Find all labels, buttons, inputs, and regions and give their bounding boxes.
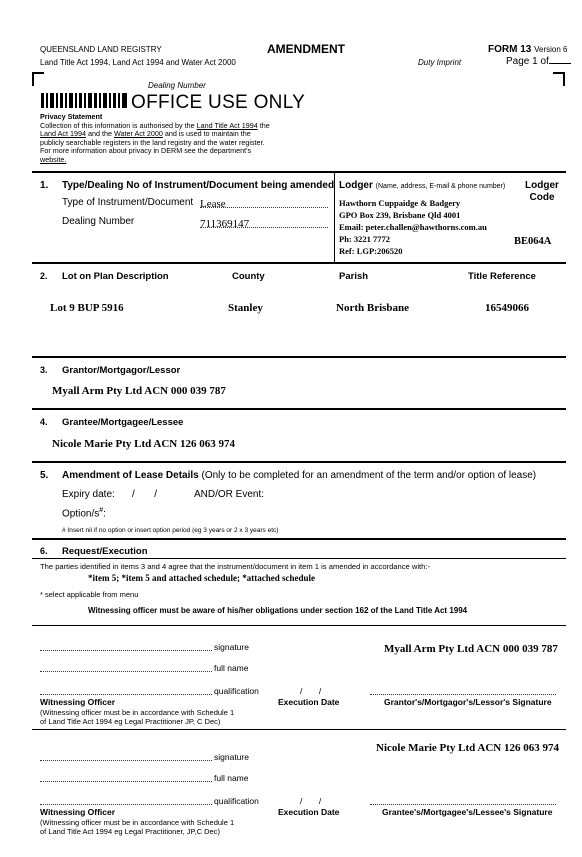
execution-date-label: Execution Date (278, 807, 340, 817)
lodger-subtitle: (Name, address, E-mail & phone number) (375, 183, 506, 190)
lodger-title: Lodger (339, 180, 373, 191)
divider (32, 262, 566, 264)
privacy-text: publicly searchable registers in the land registry and the water register. (40, 137, 265, 147)
witness-heading: Witnessing Officer (40, 807, 116, 817)
expiry-date-field[interactable]: / / (132, 489, 158, 500)
witness-note-line: (Witnessing officer must be in accordance with Schedule 1 (40, 818, 235, 827)
grantee-signature-label: Grantee's/Mortgagee's/Lessee's Signature (382, 807, 553, 817)
full-name-line[interactable] (40, 781, 212, 782)
signature-label: signature (214, 642, 249, 652)
option-footnote: # Insert nil if no option or insert option period (eg 3 years or 2 x 3 years etc) (62, 527, 279, 534)
county-heading: County (232, 271, 265, 282)
grantor-signature-line[interactable] (370, 694, 556, 695)
lodger-phone: Ph: 3221 7772 (339, 234, 390, 244)
registry-name: QUEENSLAND LAND REGISTRY (40, 45, 162, 54)
select-note: * select applicable from menu (40, 590, 139, 599)
parish-heading: Parish (339, 271, 369, 282)
privacy-link-website[interactable]: website. (40, 154, 67, 164)
grantor-value: Myall Arm Pty Ltd ACN 000 039 787 (52, 385, 226, 397)
privacy-statement (40, 113, 300, 165)
parish-value: North Brisbane (336, 302, 410, 314)
dealing-number-field-label: Dealing Number (62, 216, 135, 227)
witness-heading: Witnessing Officer (40, 697, 116, 707)
option-footnote-mark: # (99, 507, 104, 514)
section5-heading-line (62, 470, 536, 481)
witness-warning: Witnessing officer must be aware of his/her obligations under section 162 of the Land Title Act 1994 (88, 606, 468, 615)
acts-line: Land Title Act 1994, Land Act 1994 and Water Act 2000 (40, 58, 236, 67)
witness-note-line: (Witnessing officer must be in accordance with Schedule 1 (40, 708, 235, 717)
form-version: Version 6 (534, 45, 568, 54)
lot-value: Lot 9 BUP 5916 (50, 302, 124, 314)
execution-date-label: Execution Date (278, 697, 340, 707)
privacy-text: For more information about privacy in DERM see the department's (40, 146, 252, 156)
witness-note-line: of Land Title Act 1994 eg Legal Practitioner JP, C Dec) (40, 717, 221, 726)
lodger-name: Hawthorn Cuppaidge & Badgery (339, 198, 461, 208)
lodger-code-heading: Lodger Code (525, 180, 559, 203)
instrument-type-value: Lease (200, 198, 226, 210)
grantee-name: Nicole Marie Pty Ltd ACN 126 063 974 (376, 742, 559, 754)
witness-note (40, 818, 234, 836)
lodger-email: Email: peter.challen@hawthorns.com.au (339, 222, 487, 232)
divider (32, 171, 566, 173)
office-use-only: OFFICE USE ONLY (131, 92, 306, 113)
divider (32, 558, 566, 559)
signature-line[interactable] (40, 760, 212, 761)
execution-date-field[interactable]: / / (300, 796, 322, 806)
event-label: AND/OR Event: (194, 489, 265, 500)
divider (32, 356, 566, 358)
qualification-label: qualification (214, 796, 259, 806)
divider (32, 729, 566, 730)
section5-heading: Amendment of Lease Details (62, 470, 199, 481)
section-number: 6. (40, 546, 48, 556)
grantee-value: Nicole Marie Pty Ltd ACN 126 063 974 (52, 438, 235, 450)
privacy-text: and the (85, 129, 114, 139)
qualification-line[interactable] (40, 804, 212, 805)
column-divider (334, 172, 335, 262)
privacy-title: Privacy Statement (40, 112, 103, 121)
qualification-line[interactable] (40, 694, 212, 695)
county-value: Stanley (228, 302, 263, 314)
grantor-name: Myall Arm Pty Ltd ACN 000 039 787 (384, 643, 558, 655)
section-number: 1. (40, 180, 49, 191)
section-number: 3. (40, 365, 48, 375)
privacy-link-la[interactable]: Land Act 1994 (40, 129, 86, 139)
grantor-heading: Grantor/Mortgagor/Lessor (62, 365, 181, 376)
dealing-number-label: Dealing Number (148, 81, 206, 90)
page-label: Page 1 of (506, 56, 549, 67)
privacy-text: Collection of this information is authorised by the (40, 120, 197, 130)
lodger-heading (339, 180, 505, 191)
signature-label: signature (214, 752, 249, 762)
divider (32, 538, 566, 540)
privacy-link-wa[interactable]: Water Act 2000 (113, 129, 163, 139)
duty-imprint: Duty Imprint (418, 58, 462, 67)
grantee-heading: Grantee/Mortgagee/Lessee (62, 417, 184, 428)
title-ref-heading: Title Reference (468, 271, 536, 282)
option-colon: : (103, 508, 106, 520)
witness-note (40, 708, 234, 726)
privacy-text: the (257, 120, 270, 130)
instrument-type-label: Type of Instrument/Document (62, 197, 194, 208)
lodger-ref: Ref: LGP:206520 (339, 246, 403, 256)
section5-note: (Only to be completed for an amendment of the term and/or option of lease) (201, 470, 537, 481)
corner-bracket-right (553, 72, 565, 86)
privacy-text: and is used to maintain the (162, 129, 251, 139)
title-ref-value: 16549066 (485, 302, 529, 314)
form-number (488, 44, 567, 55)
divider (32, 408, 566, 410)
request-heading: Request/Execution (62, 546, 148, 557)
section-number: 2. (40, 271, 48, 281)
full-name-line[interactable] (40, 671, 212, 672)
lodger-code-value: BE064A (514, 236, 552, 247)
section-number: 4. (40, 417, 48, 427)
dealing-number-value: 711369147 (200, 218, 250, 230)
option-label (62, 507, 106, 519)
privacy-link-lta[interactable]: Land Title Act 1994 (196, 120, 258, 130)
dealing-number-field[interactable] (200, 216, 328, 228)
divider (32, 461, 566, 463)
form-code: FORM 13 (488, 44, 532, 55)
agreement-text: The parties identified in items 3 and 4 agree that the instrument/document in item 1 is amended in accordance with:- (40, 562, 431, 571)
instrument-type-field[interactable] (200, 196, 328, 208)
section-number: 5. (40, 470, 49, 481)
corner-bracket-left (32, 72, 44, 86)
option-text: Option/s (62, 508, 100, 520)
expiry-label: Expiry date: (62, 489, 115, 500)
grantee-signature-line[interactable] (370, 804, 556, 805)
full-name-label: full name (214, 663, 249, 673)
page-total-field[interactable] (549, 63, 571, 64)
lodger-details (339, 197, 487, 257)
agreement-options[interactable]: *item 5; *item 5 and attached schedule; *attached schedule (88, 573, 315, 583)
witness-note-line: of Land Title Act 1994 eg Legal Practitioner, JP,C Dec) (40, 827, 220, 836)
execution-date-field[interactable]: / / (300, 686, 322, 696)
full-name-label: full name (214, 773, 249, 783)
grantor-signature-label: Grantor's/Mortgagor's/Lessor's Signature (384, 697, 552, 707)
signature-line[interactable] (40, 650, 212, 651)
lodger-address: GPO Box 239, Brisbane Qld 4001 (339, 210, 461, 220)
divider (32, 625, 566, 626)
qualification-label: qualification (214, 686, 259, 696)
page-number (506, 56, 571, 67)
section1-heading: Type/Dealing No of Instrument/Document being amended (62, 180, 335, 191)
barcode-icon (41, 93, 127, 108)
form-title: AMENDMENT (267, 42, 345, 56)
lot-heading: Lot on Plan Description (62, 271, 169, 282)
